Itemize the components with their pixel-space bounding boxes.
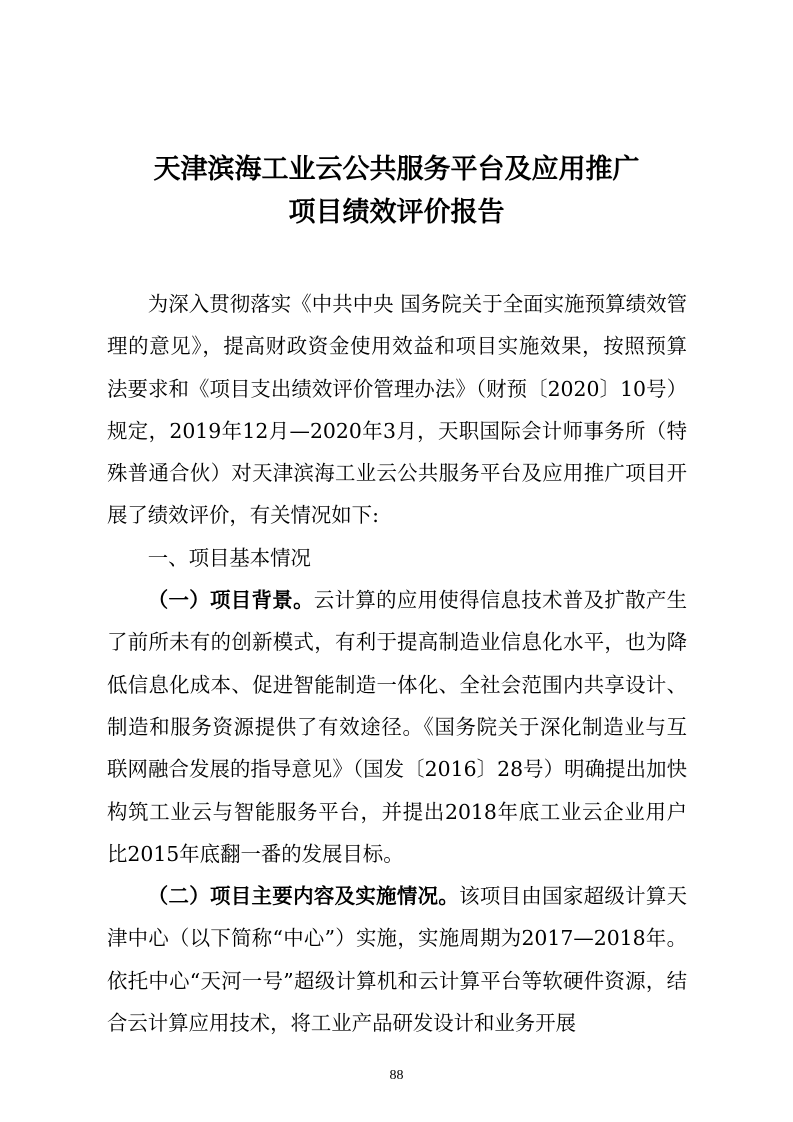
background-lead: （一）项目背景。: [147, 588, 314, 613]
document-title-line-1: 天津滨海工业云公共服务平台及应用推广: [153, 154, 640, 185]
document-title-line-2: 项目绩效评价报告: [288, 197, 505, 228]
document-body: [107, 283, 687, 1044]
intro-paragraph: 为深入贯彻落实《中共中央 国务院关于全面实施预算绩效管理的意见》，提高财政资金使用效益和项目实施效果，按照预算法要求和《项目支出绩效评价管理办法》（财预〔2020〕10号）规定，2019年12月—2020年3月，天职国际会计师事务所（特殊普通合伙）对天津滨海工业云公共服务平台及应用推广项目开展了绩效评价，有关情况如下:: [107, 292, 687, 528]
content-paragraph: [107, 875, 687, 1044]
content-lead: （二）项目主要内容及实施情况。: [147, 884, 460, 909]
page-number: 88: [389, 1068, 404, 1083]
background-paragraph: [107, 579, 687, 875]
content-text: 该项目由国家超级计算天津中心（以下简称“中心”）实施，实施周期为2017—2018年。依托中心“天河一号”超级计算机和云计算平台等软硬件资源，结合云计算应用技术，将工业产品研发设计和业务开展: [107, 884, 688, 1036]
background-text: 云计算的应用使得信息技术普及扩散产生了前所未有的创新模式，有利于提高制造业信息化水平，也为降低信息化成本、促进智能制造一体化、全社会范围内共享设计、制造和服务资源提供了有效途径。《国务院关于深化制造业与互联网融合发展的指导意见》（国发〔2016〕28号）明确提出加快构筑工业云与智能服务平台，并提出2018年底工业云企业用户比2015年底翻一番的发展目标。: [107, 588, 688, 866]
section-heading: 一、项目基本情况: [147, 545, 311, 570]
